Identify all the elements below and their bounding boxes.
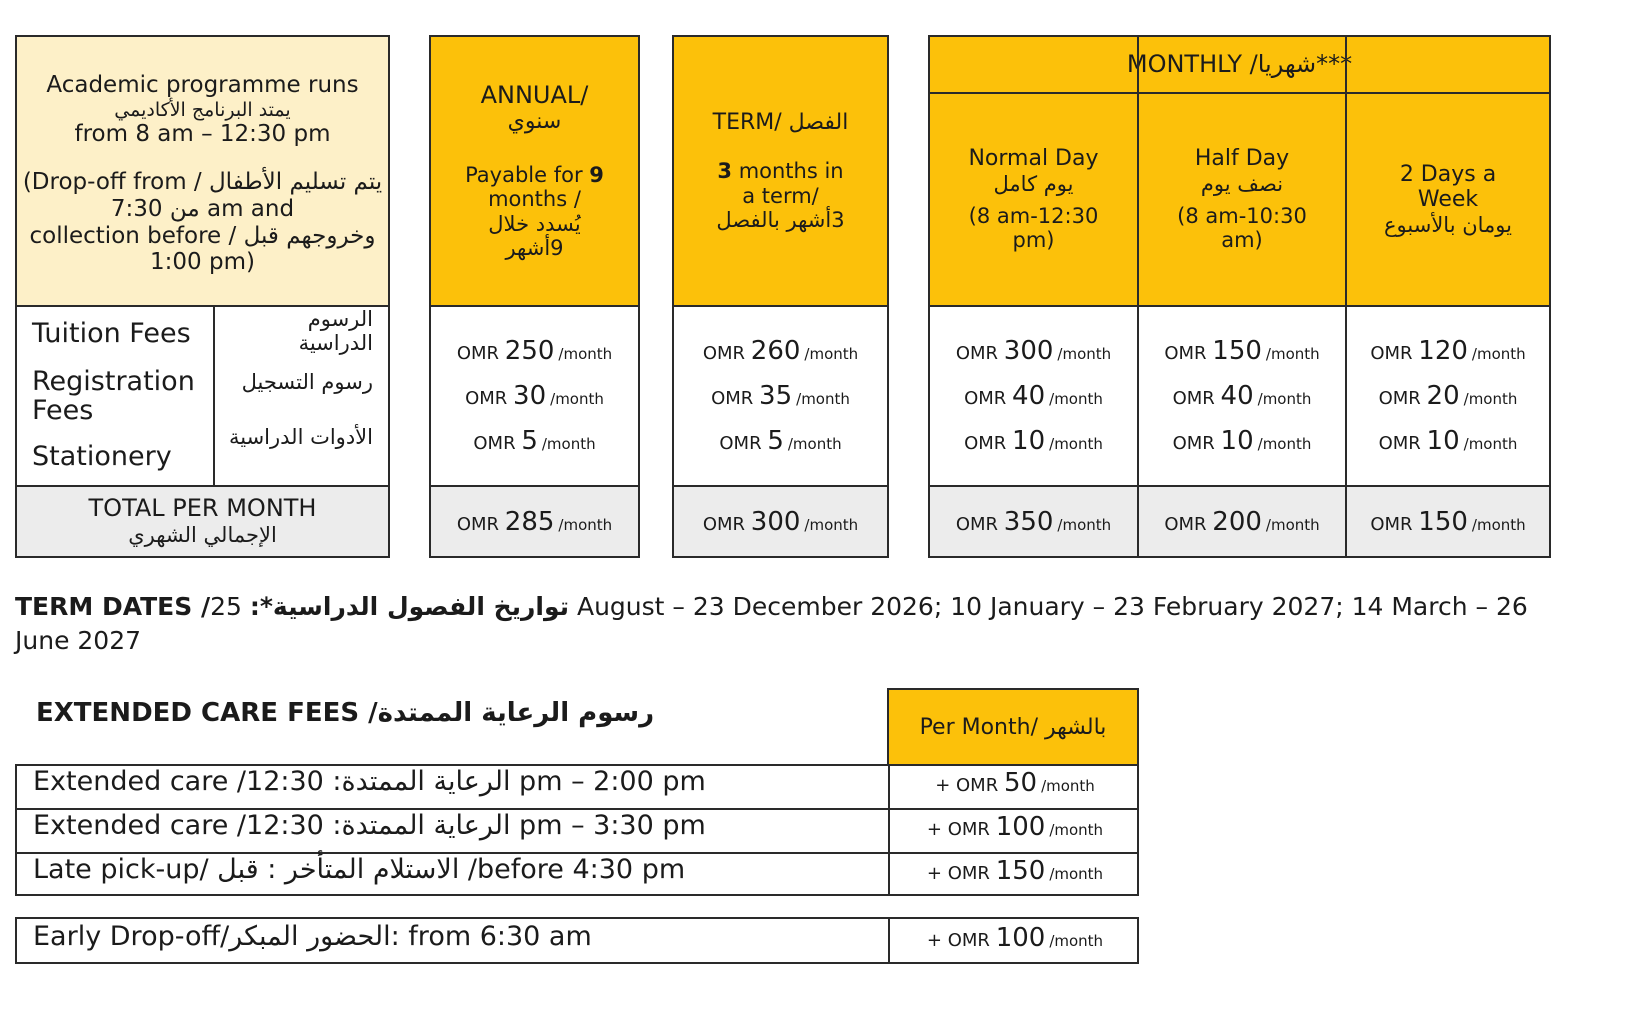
two-days-values	[1347, 307, 1549, 485]
normal-day-header	[930, 94, 1137, 305]
term-dates-label: TERM DATES /تواريخ الفصول الدراسية*:	[15, 592, 570, 621]
programme-line1: Academic programme runs	[46, 71, 359, 98]
early-dropoff-price: + OMR 100 /month	[926, 923, 1104, 953]
term-sub3: 3أشهر بالفصل	[716, 207, 845, 232]
late-pickup-price: + OMR 150 /month	[926, 856, 1104, 886]
annual-tuition-price: OMR 250 /month	[456, 336, 613, 366]
half-day-time2: am)	[1221, 228, 1263, 253]
normal-registration-price: OMR 40 /month	[964, 381, 1103, 411]
term-title: TERM/ الفصل	[712, 109, 849, 135]
term-dates	[15, 590, 1575, 658]
annual-sub3: يُسدد خلال	[488, 211, 581, 236]
registration-label-2: Fees	[32, 395, 94, 426]
annual-title: ANNUAL/	[480, 80, 589, 109]
programme-info-cell	[17, 37, 388, 305]
normal-day-time2: pm)	[1012, 228, 1055, 253]
twodays-tuition-price: OMR 120 /month	[1370, 336, 1526, 366]
term-table	[672, 35, 889, 558]
late-pickup-label: Late pick-up/ الاستلام المتأخر : قبل /before 4:30 pm	[33, 854, 686, 885]
normal-total-cell	[930, 487, 1137, 556]
early-dropoff-label: Early Drop-off/الحضور المبكر: from 6:30 am	[33, 921, 592, 952]
annual-values	[431, 307, 638, 485]
term-dates-line2: June 2027	[15, 626, 142, 655]
term-total-cell	[674, 487, 887, 556]
registration-label-ar: رسوم التسجيل	[241, 370, 373, 394]
annual-header	[431, 37, 638, 305]
half-total-price: OMR 200 /month	[1164, 506, 1320, 537]
extended-care-table	[15, 764, 1139, 896]
total-label-ar: الإجمالي الشهري	[128, 523, 277, 548]
twodays-total-price: OMR 150 /month	[1370, 506, 1526, 537]
two-days-title-ar: يومان بالأسبوع	[1384, 212, 1512, 237]
annual-total-price: OMR 285 /month	[456, 506, 613, 537]
registration-label: Registration	[32, 366, 195, 397]
annual-sub2: months /	[488, 187, 581, 212]
term-sub1: months in	[738, 159, 844, 184]
normal-day-title-ar: يوم كامل	[993, 171, 1074, 196]
dropoff-line2: من 7:30 am and	[110, 196, 295, 223]
monthly-title: MONTHLY /شهريا***	[1126, 49, 1353, 78]
two-days-title2: Week	[1417, 187, 1479, 213]
normal-day-title: Normal Day	[968, 146, 1099, 172]
extended-title: EXTENDED CARE FEES /رسوم الرعاية الممتدة	[36, 698, 655, 728]
half-day-header	[1139, 94, 1345, 305]
normal-total-price: OMR 350 /month	[955, 506, 1112, 537]
half-day-title: Half Day	[1194, 146, 1290, 172]
term-sub1-num: 3	[717, 159, 732, 184]
term-sub2: a term/	[742, 183, 819, 208]
extended-row-1-price: + OMR 50 /month	[935, 768, 1095, 798]
two-days-title1: 2 Days a	[1399, 161, 1497, 187]
total-label-cell	[17, 487, 388, 556]
dropoff-line1: (Drop-off from / يتم تسليم الأطفال	[22, 169, 383, 196]
term-total-price: OMR 300 /month	[702, 506, 859, 537]
programme-line2: from 8 am – 12:30 pm	[74, 120, 331, 147]
twodays-stationery-price: OMR 10 /month	[1378, 426, 1518, 456]
per-month-header-text: Per Month/ بالشهر	[919, 715, 1107, 741]
term-registration-price: OMR 35 /month	[711, 381, 850, 411]
tuition-label-ar: الرسوم الدراسية	[298, 307, 373, 355]
normal-day-values	[930, 307, 1137, 485]
programme-line1-ar: يمتد البرنامج الأكاديمي	[114, 98, 291, 121]
annual-registration-price: OMR 30 /month	[465, 381, 604, 411]
normal-day-time1: (8 am-12:30	[968, 204, 1099, 229]
monthly-header	[930, 37, 1549, 92]
stationery-label-ar: الأدوات الدراسية	[228, 425, 373, 449]
half-day-title-ar: نصف يوم	[1200, 171, 1284, 196]
early-dropoff-table	[15, 917, 1139, 964]
total-label: TOTAL PER MONTH	[88, 494, 317, 523]
stationery-label: Stationery	[32, 441, 172, 472]
twodays-total-cell	[1347, 487, 1549, 556]
annual-total-cell	[431, 487, 638, 556]
annual-stationery-price: OMR 5 /month	[473, 426, 596, 456]
monthly-table	[928, 35, 1551, 558]
term-stationery-price: OMR 5 /month	[719, 426, 842, 456]
extended-row-2-label: Extended care /الرعاية الممتدة: 12:30 pm – 3:30 pm	[33, 810, 706, 841]
annual-sub1-num: 9	[589, 162, 604, 187]
normal-tuition-price: OMR 300 /month	[955, 336, 1112, 366]
annual-sub1: Payable for	[465, 162, 583, 187]
programme-table	[15, 35, 390, 558]
term-dates-line1: 25 August – 23 December 2026; 10 January – 23 February 2027; 14 March – 26	[210, 592, 1528, 621]
two-days-header	[1347, 94, 1549, 305]
per-month-header	[887, 688, 1139, 766]
extended-row-1-label: Extended care /الرعاية الممتدة: 12:30 pm – 2:00 pm	[33, 766, 706, 797]
term-tuition-price: OMR 260 /month	[702, 336, 859, 366]
normal-stationery-price: OMR 10 /month	[964, 426, 1103, 456]
tuition-label: Tuition Fees	[32, 318, 191, 349]
half-registration-price: OMR 40 /month	[1172, 381, 1312, 411]
dropoff-line3: collection before / وخروجهم قبل	[29, 222, 376, 249]
half-total-cell	[1139, 487, 1345, 556]
half-tuition-price: OMR 150 /month	[1164, 336, 1320, 366]
dropoff-line4: 1:00 pm)	[150, 249, 255, 276]
extended-row-2-price: + OMR 100 /month	[926, 812, 1104, 842]
half-day-time1: (8 am-10:30	[1177, 204, 1307, 229]
annual-table	[429, 35, 640, 558]
annual-sub4: 9أشهر	[505, 236, 564, 261]
half-stationery-price: OMR 10 /month	[1172, 426, 1312, 456]
twodays-registration-price: OMR 20 /month	[1378, 381, 1518, 411]
term-values	[674, 307, 887, 485]
annual-title-ar: سنوي	[507, 109, 562, 135]
term-header	[674, 37, 887, 305]
half-day-values	[1139, 307, 1345, 485]
